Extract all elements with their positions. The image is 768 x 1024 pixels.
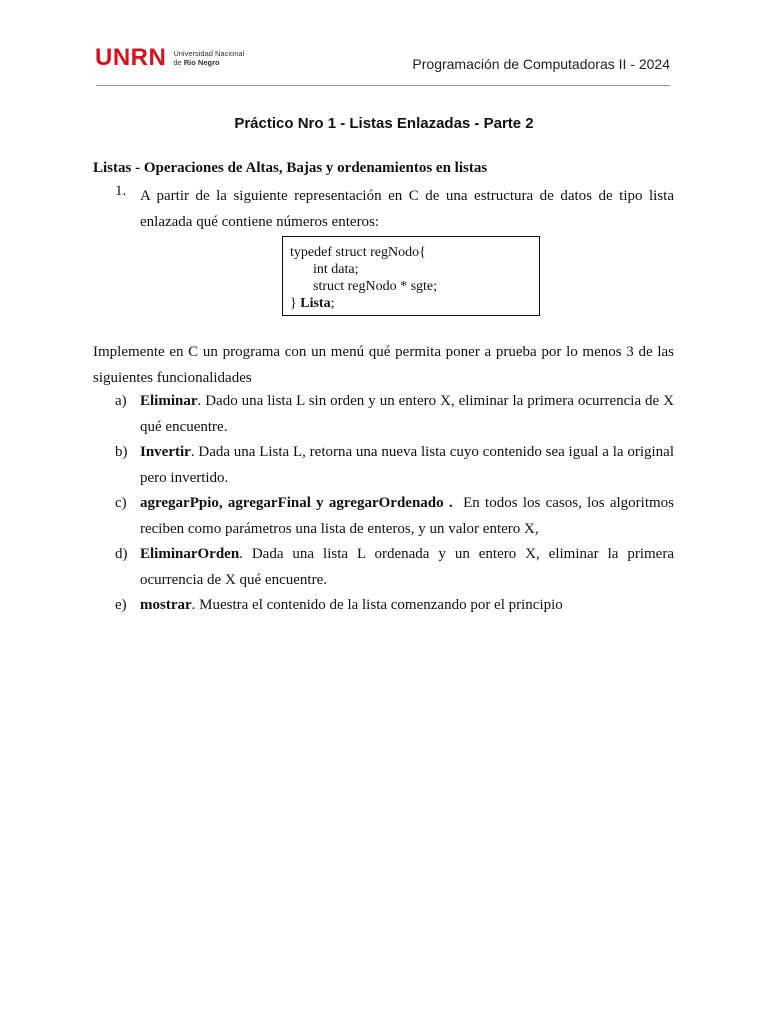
code-block (282, 236, 540, 316)
function-name: Eliminar (140, 393, 198, 409)
logo-mark: UNRN (95, 44, 167, 71)
function-description: En todos los casos, los algoritmos reciben como parámetros una lista de enteros, y un valor entero X, (140, 495, 678, 537)
list-item-letter: c) (115, 495, 127, 511)
logo-line-2-prefix: de (173, 58, 184, 67)
instructions-line-1: Implemente en C un programa con un menú qué permita poner a prueba por lo menos 3 de las (93, 344, 674, 360)
section-heading: Listas - Operaciones de Altas, Bajas y ordenamientos en listas (93, 160, 488, 176)
function-description: . Muestra el contenido de la lista comenzando por el principio (191, 597, 563, 613)
list-item-letter: b) (115, 444, 128, 460)
code-type-name: Lista (300, 296, 331, 311)
list-item-text (140, 389, 674, 440)
list-item (93, 491, 678, 542)
function-description: . Dada una lista L ordenada y un entero X, eliminar la primera ocurrencia de X qué encuentre. (140, 546, 674, 588)
code-line-4 (290, 295, 539, 312)
list-item-text (140, 593, 674, 619)
function-name: EliminarOrden (140, 546, 240, 562)
list-item (93, 389, 674, 440)
list-item-letter: d) (115, 546, 128, 562)
code-line-2: int data; (313, 262, 359, 277)
university-logo (95, 44, 244, 72)
code-line-4-prefix: } (290, 296, 301, 311)
instructions-paragraph (93, 339, 674, 391)
page-header (95, 44, 670, 88)
list-item-text (140, 440, 674, 491)
logo-text (173, 49, 244, 67)
exercise-text: A partir de la siguiente representación en C de una estructura de datos de tipo lista enlazada qué contiene números enteros: (140, 188, 674, 230)
header-divider (96, 85, 670, 86)
code-line-1: typedef struct regNodo{ (290, 245, 426, 260)
list-item (93, 593, 674, 619)
logo-line-2 (173, 58, 244, 67)
function-description: . Dada una Lista L, retorna una nueva lista cuyo contenido sea igual a la original pero invertido. (140, 444, 674, 486)
course-title: Programación de Computadoras II - 2024 (412, 56, 670, 72)
list-item-text (140, 491, 678, 542)
logo-line-1: Universidad Nacional (173, 49, 245, 58)
exercise-number: 1. (115, 183, 127, 199)
functions-list (93, 389, 678, 619)
list-item (93, 440, 674, 491)
document-title: Práctico Nro 1 - Listas Enlazadas - Parte 2 (234, 115, 534, 132)
list-item-letter: e) (115, 597, 127, 613)
list-item-letter: a) (115, 393, 127, 409)
logo-line-2-bold: Río Negro (183, 58, 220, 67)
code-line-4-suffix: ; (330, 296, 335, 311)
function-name: Invertir (140, 444, 191, 460)
function-name: mostrar (140, 597, 192, 613)
instructions-line-2: siguientes funcionalidades (93, 370, 252, 386)
exercise-item-1 (93, 183, 674, 235)
function-name: agregarPpio, agregarFinal y agregarOrdenado . (140, 495, 453, 511)
list-item (93, 542, 674, 593)
code-line-3: struct regNodo * sgte; (313, 279, 438, 294)
function-description: . Dado una lista L sin orden y un entero X, eliminar la primera ocurrencia de X qué encuentre. (140, 393, 674, 435)
list-item-text (140, 542, 674, 593)
